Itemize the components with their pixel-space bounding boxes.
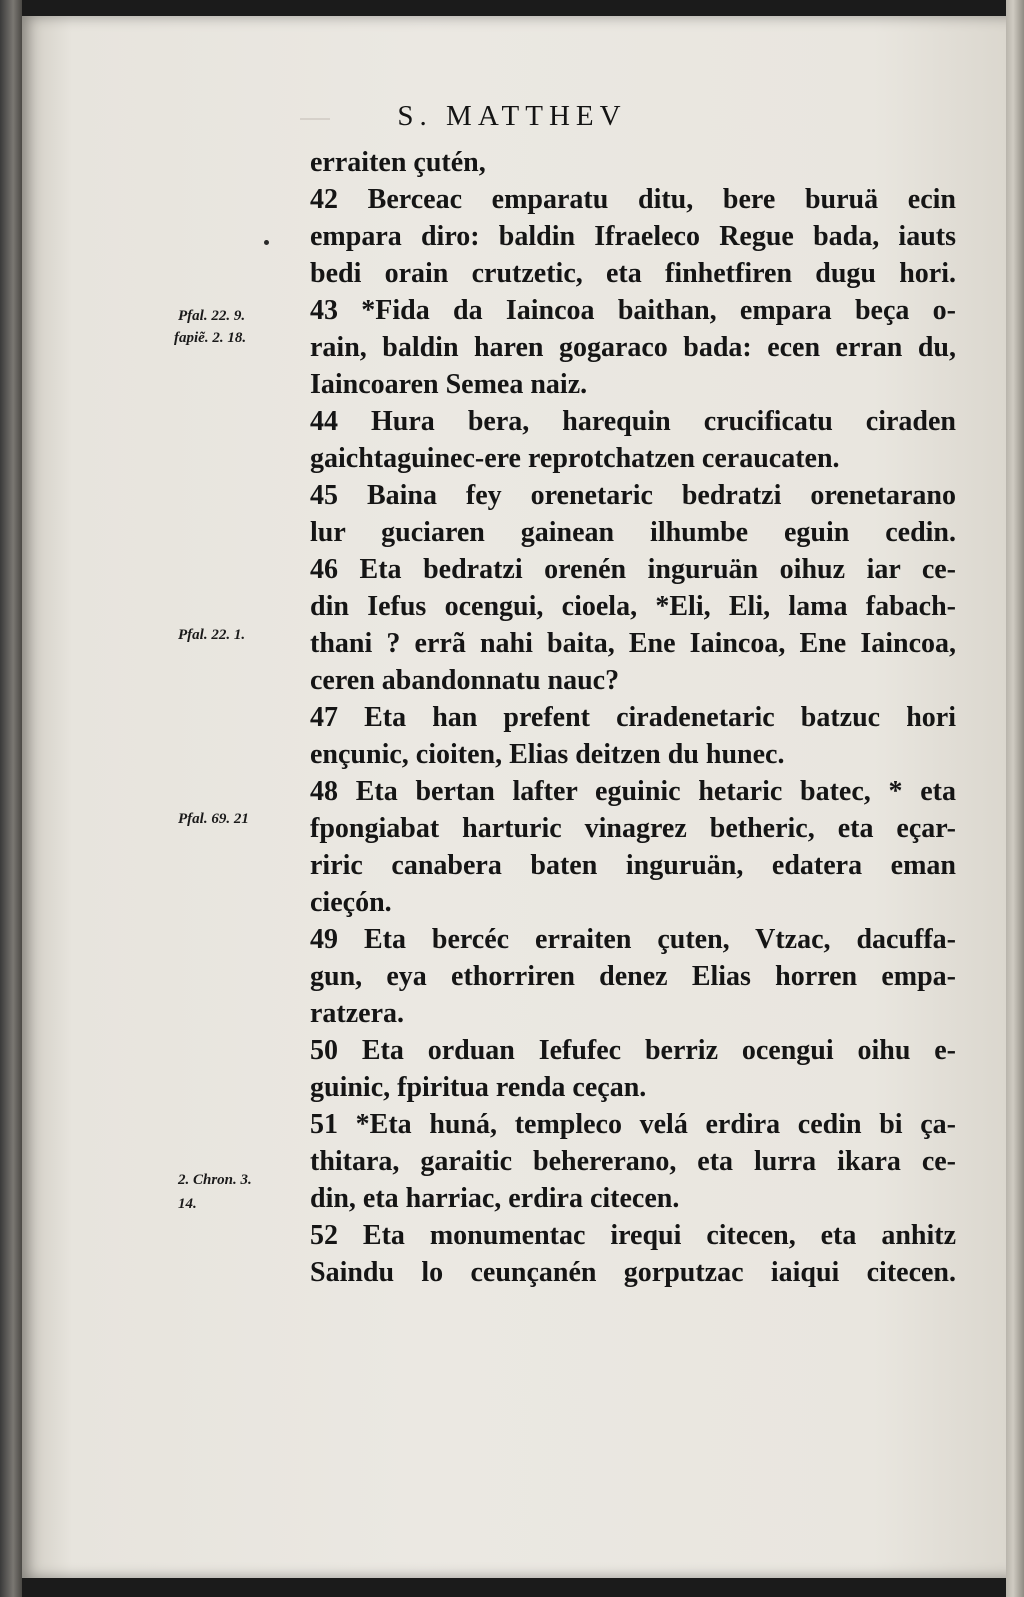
book-binding — [0, 0, 22, 1597]
margin-note: Pfal. 69. 21 — [178, 811, 249, 827]
text-line: 50 Eta orduan Iefufec berriz ocengui oihu e- — [310, 1035, 956, 1066]
margin-note: 14. — [178, 1196, 197, 1212]
text-line: din, eta harriac, erdira citecen. — [310, 1183, 680, 1214]
text-line: din Iefus ocengui, cioela, *Eli, Eli, lama fabach- — [310, 591, 956, 622]
text-line: gun, eya ethorriren denez Elias horren empa- — [310, 961, 956, 992]
text-line: cieçón. — [310, 887, 392, 918]
text-line: Saindu lo ceunçanén gorputzac iaiqui citecen. — [310, 1257, 956, 1288]
text-line: thitara, garaitic behererano, eta lurra ikara ce- — [310, 1146, 956, 1177]
body-text — [310, 144, 956, 1291]
ink-speck — [264, 240, 269, 245]
text-line: thani ? errã nahi baita, Ene Iaincoa, Ene Iaincoa, — [310, 628, 956, 659]
margin-note: 2. Chron. 3. — [178, 1172, 252, 1188]
page-edge — [1006, 0, 1024, 1597]
text-line: 49 Eta bercéc erraiten çuten, Vtzac, dacuffa- — [310, 924, 956, 955]
text-line: empara diro: baldin Ifraeleco Regue bada, iauts — [310, 221, 956, 252]
text-line: 47 Eta han prefent ciradenetaric batzuc hori — [310, 702, 956, 733]
text-line: erraiten çutén, — [310, 147, 486, 178]
text-line: ençunic, cioiten, Elias deitzen du hunec. — [310, 739, 785, 770]
running-header: S. MATTHEV — [397, 100, 627, 132]
text-line: 44 Hura bera, harequin crucificatu ciraden — [310, 406, 956, 437]
text-line: fpongiabat harturic vinagrez betheric, eta eçar- — [310, 813, 956, 844]
text-line: 46 Eta bedratzi orenén inguruän oihuz iar ce- — [310, 554, 956, 585]
margin-note: Pfal. 22. 1. — [178, 627, 246, 643]
text-line: ratzera. — [310, 998, 405, 1029]
text-line: rain, baldin haren gogaraco bada: ecen erran du, — [310, 332, 956, 363]
text-line: gaichtaguinec-ere reprotchatzen ceraucaten. — [310, 443, 840, 474]
text-line: riric canabera baten inguruän, edatera eman — [310, 850, 956, 881]
text-line: ceren abandonnatu nauc? — [310, 665, 620, 696]
text-line: 45 Baina fey orenetaric bedratzi orenetarano — [310, 480, 956, 511]
text-line: 52 Eta monumentac irequi citecen, eta anhitz — [310, 1220, 956, 1251]
text-line: 42 Berceac emparatu ditu, bere buruä ecin — [310, 184, 956, 215]
text-line: lur guciaren gainean ilhumbe eguin cedin. — [310, 517, 956, 548]
text-line: 43 *Fida da Iaincoa baithan, empara beça o- — [310, 295, 956, 326]
text-line: 48 Eta bertan lafter eguinic hetaric batec, * eta — [310, 776, 956, 807]
margin-note: fapiẽ. 2. 18. — [174, 330, 247, 346]
text-line: Iaincoaren Semea naiz. — [310, 369, 588, 400]
margin-note: Pfal. 22. 9. — [178, 308, 246, 324]
text-line: bedi orain crutzetic, eta finhetfiren dugu hori. — [310, 258, 956, 289]
text-line: guinic, fpiritua renda ceçan. — [310, 1072, 647, 1103]
text-line: 51 *Eta huná, templeco velá erdira cedin bi ça- — [310, 1109, 956, 1140]
